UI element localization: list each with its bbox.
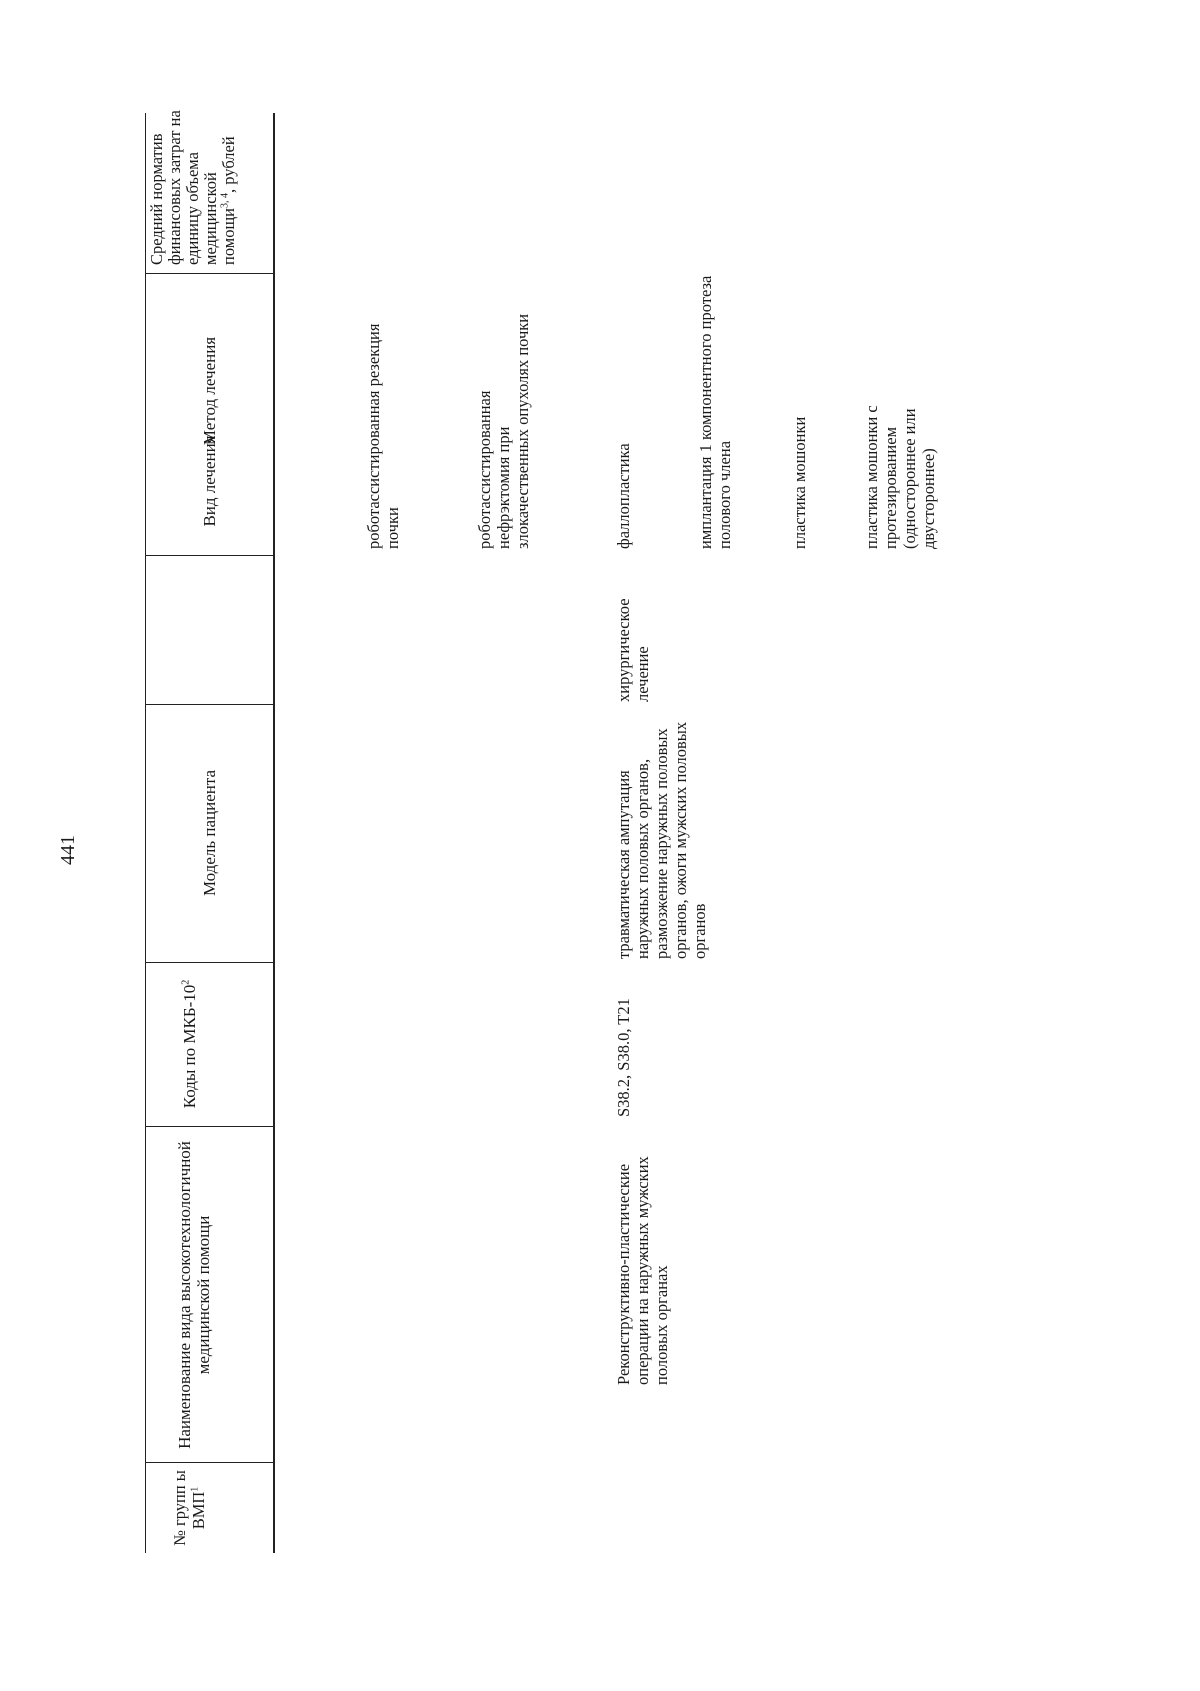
table-top-border (145, 113, 146, 1553)
patient-model-text: травматическая ампутация наружных половых органов, размозжение наружных половых органов, ожоги мужских половых органов (614, 721, 709, 959)
header-treatment-method-text: Метод лечения (200, 336, 219, 446)
group-name-text: Реконструктивно-пластические операции на наружных мужских половых органах (614, 1156, 671, 1385)
rotated-table (0, 100, 1140, 1601)
icd-codes-text: S38.2, S38.0, T21 (614, 998, 633, 1117)
method-robotic-nephrectomy (475, 309, 532, 549)
header-treatment-type-text: Вид лечения (200, 435, 219, 527)
method-phalloplasty-text: фаллопластика (614, 443, 633, 549)
header-icd-codes-text: Коды по МКБ-10 (180, 984, 199, 1109)
method-robotic-kidney-resection-text: роботассистированная резекция почки (364, 323, 402, 549)
header-icd-codes (180, 971, 199, 1117)
patient-model (614, 705, 709, 959)
col-separator (145, 1126, 274, 1127)
header-cost-standard-sup: 3, 4 (219, 193, 231, 208)
col-separator (145, 962, 274, 963)
treatment-type-text: хирургическое лечение (614, 598, 652, 702)
header-cost-standard (148, 107, 238, 265)
header-group-number-text: № групп ы ВМП (170, 1470, 208, 1546)
header-patient-model (200, 713, 219, 953)
header-treatment-method (200, 281, 219, 501)
page-number: 441 (57, 835, 79, 865)
header-patient-model-text: Модель пациента (200, 769, 219, 897)
header-vmp-name (175, 1139, 213, 1451)
header-group-number-sup: 1 (189, 1486, 201, 1492)
header-group-number (170, 1465, 208, 1551)
col-separator (145, 1462, 274, 1463)
table-header-bottom-border (273, 113, 275, 1553)
method-robotic-kidney-resection (364, 319, 402, 549)
method-penile-prosthesis-text: имплантация 1 компонентного протеза полового члена (696, 275, 734, 549)
method-scrotoplasty-text: пластика мошонки (790, 416, 809, 549)
header-cost-standard-tail: , рублей (219, 136, 238, 193)
treatment-type (614, 562, 652, 702)
method-phalloplasty (614, 309, 633, 549)
icd-codes (614, 967, 633, 1117)
method-scrotoplasty-prosthesis (862, 334, 938, 549)
header-icd-codes-sup: 2 (180, 979, 192, 985)
method-robotic-nephrectomy-text: роботассистированная нефрэктомия при злокачественных опухолях почки (475, 313, 532, 549)
col-separator (145, 704, 274, 705)
header-vmp-name-text: Наименование вида высокотехнологичной медицинской помощи (175, 1141, 213, 1449)
col-separator (145, 555, 274, 556)
method-scrotoplasty-prosthesis-text: пластика мошонки с протезированием (одностороннее или двустороннее) (862, 405, 938, 549)
method-penile-prosthesis (696, 269, 734, 549)
method-scrotoplasty (790, 309, 809, 549)
group-name (614, 1135, 671, 1385)
col-separator (145, 273, 274, 274)
header-cost-standard-text: Средний норматив финансовых затрат на единицу объема медицинской помощи (147, 110, 238, 265)
